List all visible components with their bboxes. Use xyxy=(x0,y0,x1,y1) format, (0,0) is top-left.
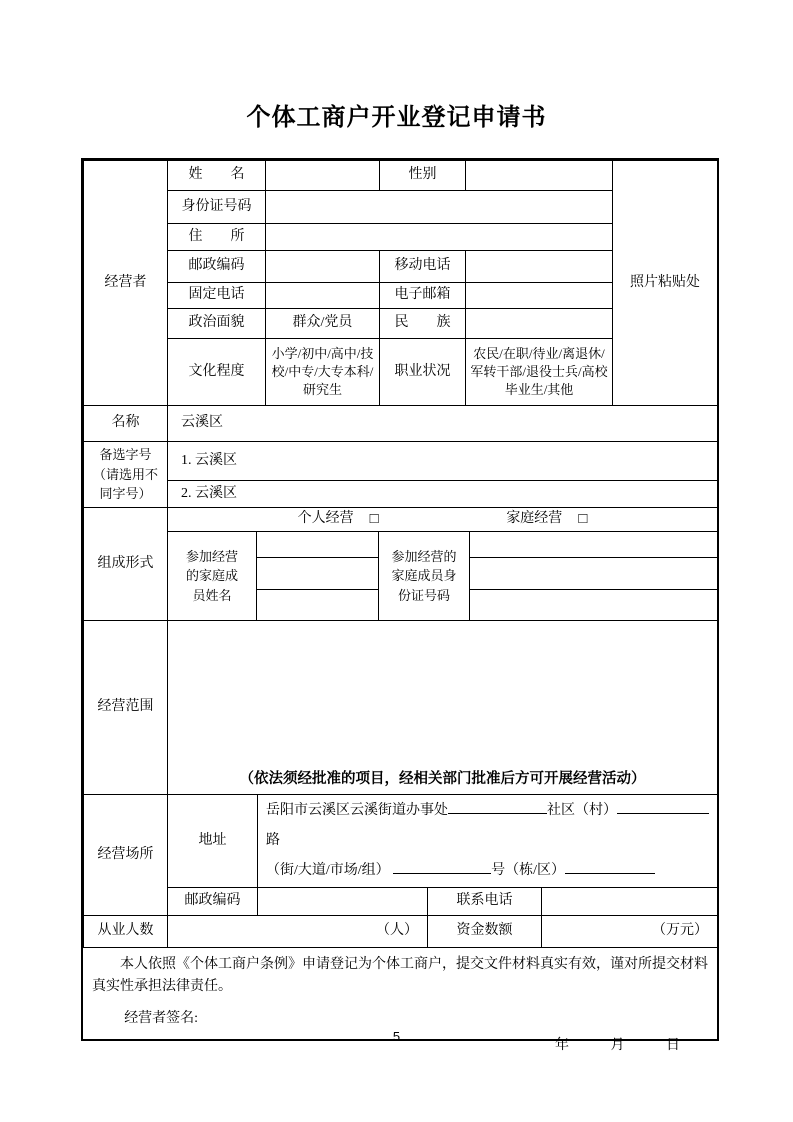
alternative-names-label-line3: 同字号） xyxy=(99,486,152,502)
member-name-cell-3 xyxy=(257,590,379,621)
employees-label: 从业人数 xyxy=(84,916,168,948)
month-label: 月 xyxy=(610,1038,625,1054)
address-blank-4 xyxy=(565,860,655,874)
family-operation-option xyxy=(506,510,587,530)
alternative-names-label xyxy=(84,442,168,508)
alternative-names-label-line1: 备选字号 xyxy=(99,447,152,463)
landline-value-cell xyxy=(266,283,380,309)
gender-label: 性别 xyxy=(380,161,466,191)
member-id-cell-2 xyxy=(470,558,718,590)
premises-postal-code-label: 邮政编码 xyxy=(168,888,258,916)
operator-name-value-cell xyxy=(266,161,380,191)
member-names-label xyxy=(168,532,257,621)
member-names-label-line3: 员姓名 xyxy=(192,587,232,603)
operator-section-label: 经营者 xyxy=(84,161,168,406)
address-blank-1 xyxy=(448,800,547,814)
operator-section xyxy=(83,160,718,406)
member-names-label-line1: 参加经营 xyxy=(185,548,238,564)
residence-label: 住 所 xyxy=(168,224,266,251)
premises-section xyxy=(83,794,718,916)
signature-label: 经营者签名: xyxy=(124,1011,199,1027)
declaration-text: 本人依照《个体工商户条例》申请登记为个体工商户，提交文件材料真实有效，谨对所提交材料真实性承担法律责任。 xyxy=(92,957,708,994)
address-line-2 xyxy=(266,856,715,886)
landline-label: 固定电话 xyxy=(168,283,266,309)
contact-phone-value-cell xyxy=(542,888,718,916)
email-label: 电子邮箱 xyxy=(380,283,466,309)
declaration-section xyxy=(83,947,717,1054)
member-name-cell-2 xyxy=(257,558,379,590)
business-scope-note: （依法须经批准的项目，经相关部门批准后方可开展经营活动） xyxy=(239,770,646,787)
address-line-1 xyxy=(266,796,715,856)
member-ids-label-line2: 家庭成员身 xyxy=(391,568,457,584)
address-number-label: 号（栋/区） xyxy=(491,863,566,878)
composition-label: 组成形式 xyxy=(84,508,168,621)
member-ids-label-line1: 参加经营的 xyxy=(391,548,457,564)
id-number-value-cell xyxy=(266,191,613,224)
contact-phone-label: 联系电话 xyxy=(428,888,542,916)
alternative-name-1: 1. 云溪区 xyxy=(168,442,718,481)
capital-label: 资金数额 xyxy=(428,916,542,948)
political-status-label: 政治面貌 xyxy=(168,309,266,339)
address-community-label: 社区（村） xyxy=(547,803,617,818)
business-name-label: 名称 xyxy=(84,406,168,442)
member-ids-label-line3: 份证号码 xyxy=(397,587,450,603)
composition-type-row xyxy=(168,508,718,532)
photo-paste-area: 照片粘贴处 xyxy=(613,161,718,406)
gender-value-cell xyxy=(466,161,613,191)
ethnicity-value-cell xyxy=(466,309,613,339)
business-scope-value-cell xyxy=(168,621,718,795)
individual-operation-label: 个人经营 xyxy=(297,511,354,527)
education-label: 文化程度 xyxy=(168,339,266,406)
member-id-cell-1 xyxy=(470,532,718,558)
address-value-cell xyxy=(258,795,718,888)
address-prefix: 岳阳市云溪区云溪街道办事处 xyxy=(266,803,448,818)
year-label: 年 xyxy=(555,1038,569,1054)
family-operation-label: 家庭经营 xyxy=(506,511,563,527)
address-label: 地址 xyxy=(168,795,258,888)
operator-postal-code-label: 邮政编码 xyxy=(168,251,266,283)
individual-operation-option xyxy=(298,510,379,530)
occupation-options: 农民/在职/待业/离退休/军转干部/退役士兵/高校毕业生/其他 xyxy=(466,339,613,406)
email-value-cell xyxy=(466,283,613,309)
address-blank-2 xyxy=(617,800,709,814)
alternative-name-2: 2. 云溪区 xyxy=(168,481,718,508)
page-title: 个体工商户开业登记申请书 xyxy=(246,105,547,131)
alternative-names-section xyxy=(83,441,718,508)
business-name-value: 云溪区 xyxy=(168,406,718,442)
family-checkbox-icon: □ xyxy=(578,510,588,527)
address-blank-3 xyxy=(393,860,491,874)
employees-value-cell: （人） xyxy=(168,916,428,948)
member-name-cell-1 xyxy=(257,532,379,558)
premises-section-label: 经营场所 xyxy=(84,795,168,916)
page-number: 5 xyxy=(392,1029,401,1044)
business-scope-section xyxy=(83,620,718,795)
member-names-label-line2: 的家庭成 xyxy=(185,568,238,584)
address-road-label: 路 xyxy=(266,833,280,848)
business-scope-label: 经营范围 xyxy=(84,621,168,795)
operator-name-label: 姓 名 xyxy=(168,161,266,191)
member-ids-label xyxy=(379,532,470,621)
composition-section xyxy=(83,507,718,621)
address-street-label: （街/大道/市场/组） xyxy=(266,863,390,878)
occupation-label: 职业状况 xyxy=(380,339,466,406)
id-number-label: 身份证号码 xyxy=(168,191,266,224)
application-form-table xyxy=(81,158,719,1054)
residence-value-cell xyxy=(266,224,613,251)
mobile-phone-label: 移动电话 xyxy=(380,251,466,283)
ethnicity-label: 民 族 xyxy=(380,309,466,339)
member-id-cell-3 xyxy=(470,590,718,621)
capital-value-cell: （万元） xyxy=(542,916,718,948)
premises-postal-code-value-cell xyxy=(258,888,428,916)
day-label: 日 xyxy=(666,1038,680,1054)
political-status-options: 群众/党员 xyxy=(266,309,380,339)
business-name-section xyxy=(83,405,718,442)
mobile-phone-value-cell xyxy=(466,251,613,283)
education-options: 小学/初中/高中/技校/中专/大专本科/研究生 xyxy=(266,339,380,406)
alternative-names-label-line2: （请选用不 xyxy=(92,466,158,482)
employees-capital-section xyxy=(83,915,718,948)
individual-checkbox-icon: □ xyxy=(369,510,379,527)
operator-postal-code-value-cell xyxy=(266,251,380,283)
